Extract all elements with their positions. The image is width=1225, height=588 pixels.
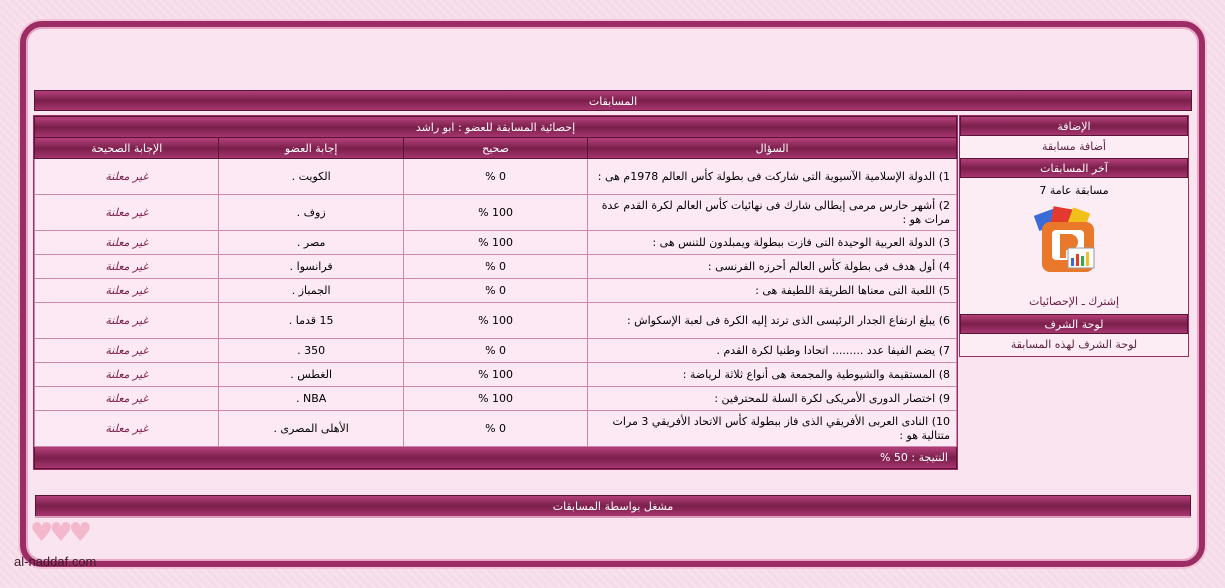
table-row: [35, 159, 957, 195]
stats-panel: [33, 115, 958, 470]
correct-pct-cell: 100 %: [403, 303, 587, 339]
table-row: [35, 411, 957, 447]
col-right-answer: الإجابة الصحيحة: [35, 138, 219, 159]
page-title: المسابقات: [34, 90, 1192, 111]
member-answer-cell: NBA .: [219, 387, 403, 411]
right-answer-cell: غير معلنة: [35, 255, 219, 279]
question-cell: 3) الدولة العربية الوحيدة التى فازت ببطولة ويمبلدون للتنس هى :: [588, 231, 957, 255]
table-row: [35, 279, 957, 303]
table-row: [35, 363, 957, 387]
member-answer-cell: 15 قدما .: [219, 303, 403, 339]
correct-pct-cell: 0 %: [403, 255, 587, 279]
correct-pct-cell: 0 %: [403, 159, 587, 195]
latest-header: آخر المسابقات: [960, 158, 1188, 178]
table-row: [35, 303, 957, 339]
table-row: [35, 195, 957, 231]
member-answer-cell: مصر .: [219, 231, 403, 255]
add-competition-link[interactable]: أضافة مسابقة: [960, 136, 1188, 158]
table-row: [35, 387, 957, 411]
question-cell: 8) المستقيمة والشيوطية والمجمعة هى أنواع ثلاثة لرياضة :: [588, 363, 957, 387]
member-answer-cell: زوف .: [219, 195, 403, 231]
correct-pct-cell: 100 %: [403, 387, 587, 411]
latest-competition-title[interactable]: مسابقة عامة 7: [1039, 184, 1109, 197]
correct-pct-cell: 100 %: [403, 231, 587, 255]
right-answer-cell: غير معلنة: [35, 195, 219, 231]
question-cell: 6) يبلغ ارتفاع الجدار الرئيسى الذى ترتد إليه الكرة فى لعبة الإسكواش :: [588, 303, 957, 339]
correct-pct-cell: 100 %: [403, 195, 587, 231]
right-answer-cell: غير معلنة: [35, 303, 219, 339]
col-question: السؤال: [588, 138, 957, 159]
add-header: الإضافة: [960, 116, 1188, 136]
quiz-logo-icon[interactable]: [1022, 204, 1112, 284]
latest-competition-links[interactable]: إشترك ـ الإحصائيات: [1028, 295, 1120, 308]
member-answer-cell: 350 .: [219, 339, 403, 363]
question-cell: 4) أول هدف فى بطولة كأس العالم أحرزه الفرنسى :: [588, 255, 957, 279]
site-watermark: al-naddaf.com: [14, 554, 97, 569]
col-correct-pct: صحيح: [403, 138, 587, 159]
footer-bar: مشغل بواسطة المسابقات: [35, 495, 1191, 517]
table-row: [35, 231, 957, 255]
right-answer-cell: غير معلنة: [35, 159, 219, 195]
question-cell: 2) أشهر حارس مرمى إيطالى شارك فى نهائيات كأس العالم لكرة القدم عدة مرات هو :: [588, 195, 957, 231]
stats-title: إحصائية المسابقة للعضو : ابو راشد: [35, 117, 957, 138]
question-cell: 9) اختصار الدورى الأمريكى لكرة السلة للمحترفين :: [588, 387, 957, 411]
member-answer-cell: الغطس .: [219, 363, 403, 387]
right-answer-cell: غير معلنة: [35, 363, 219, 387]
table-row: [35, 255, 957, 279]
table-row: [35, 339, 957, 363]
question-cell: 5) اللعبة التى معناها الطريقة اللطيفة هى :: [588, 279, 957, 303]
right-answer-cell: غير معلنة: [35, 279, 219, 303]
member-answer-cell: الجمباز .: [219, 279, 403, 303]
member-answer-cell: الأهلى المصرى .: [219, 411, 403, 447]
question-cell: 1) الدولة الإسلامية الآسيوية التى شاركت فى بطولة كأس العالم 1978م هى :: [588, 159, 957, 195]
question-cell: 10) النادى العربى الأفريقي الذى فاز ببطولة كأس الاتحاد الأفريقي 3 مرات متتالية هو :: [588, 411, 957, 447]
right-answer-cell: غير معلنة: [35, 339, 219, 363]
member-answer-cell: فرانسوا .: [219, 255, 403, 279]
right-answer-cell: غير معلنة: [35, 411, 219, 447]
right-answer-cell: غير معلنة: [35, 231, 219, 255]
honor-board-link[interactable]: لوحة الشرف لهذه المسابقة: [960, 334, 1188, 356]
honor-board-header: لوحة الشرف: [960, 314, 1188, 334]
correct-pct-cell: 0 %: [403, 411, 587, 447]
question-cell: 7) يضم الفيفا عدد ......... اتحادا وطنيا لكرة القدم .: [588, 339, 957, 363]
col-member-answer: إجابة العضو: [219, 138, 403, 159]
side-panel: [959, 115, 1189, 357]
result-total: النتيجة : 50 %: [35, 447, 957, 469]
hearts-decoration: ♥♥♥: [30, 518, 88, 548]
correct-pct-cell: 100 %: [403, 363, 587, 387]
correct-pct-cell: 0 %: [403, 339, 587, 363]
member-answer-cell: الكويت .: [219, 159, 403, 195]
correct-pct-cell: 0 %: [403, 279, 587, 303]
right-answer-cell: غير معلنة: [35, 387, 219, 411]
footer-divider: [35, 516, 1191, 518]
latest-competition: [960, 178, 1188, 314]
stats-table: [34, 116, 957, 469]
